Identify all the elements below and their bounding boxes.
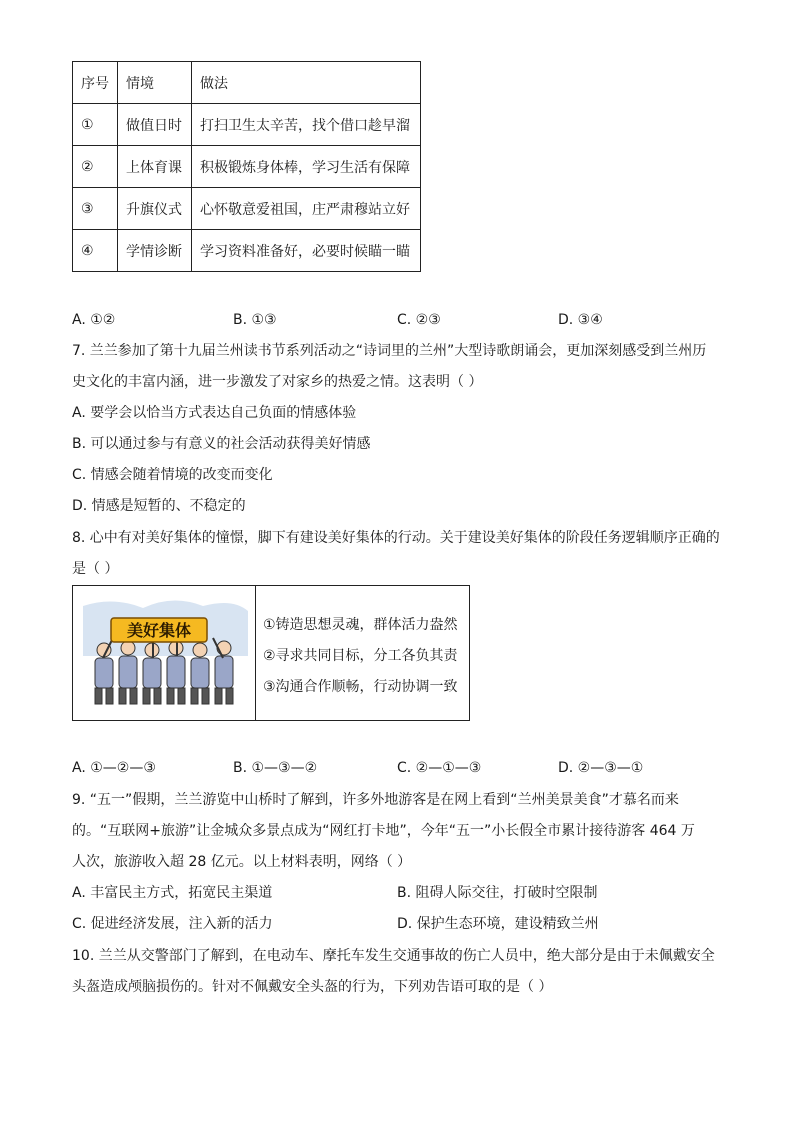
table-cell: ④	[73, 230, 118, 272]
table-cell: ①	[73, 104, 118, 146]
q9-option-a[interactable]: A. 丰富民主方式，拓宽民主渠道	[72, 885, 273, 901]
table-cell: ③	[73, 188, 118, 230]
q8-option-b[interactable]: B. ①—③—②	[233, 760, 318, 776]
table-cell: 积极锻炼身体棒，学习生活有保障	[192, 146, 421, 188]
q8-option-a[interactable]: A. ①—②—③	[72, 760, 156, 776]
table-cell: 升旗仪式	[118, 188, 192, 230]
table-cell: 学习资料准备好，必要时候瞄一瞄	[192, 230, 421, 272]
q9-option-b[interactable]: B. 阻碍人际交往，打破时空限制	[397, 885, 598, 901]
q8-task-item: ③沟通合作顺畅，行动协调一致	[263, 679, 458, 695]
sign-text: 美好集体	[126, 621, 192, 640]
q9-stem-line: 9. “五一”假期，兰兰游览中山桥时了解到，许多外地游客是在网上看到“兰州美景美食”才慕名而来	[72, 792, 679, 808]
q9-option-c[interactable]: C. 促进经济发展，注入新的活力	[72, 916, 273, 932]
q6-option-c[interactable]: C. ②③	[397, 312, 441, 328]
people-lifting-sign-illustration	[73, 586, 255, 720]
q8-stem-line: 是（ ）	[72, 561, 119, 577]
q8-stem-line: 8. 心中有对美好集体的憧憬，脚下有建设美好集体的行动。关于建设美好集体的阶段任务逻辑顺序正确的	[72, 530, 720, 546]
q8-task-item: ①铸造思想灵魂，群体活力盎然	[263, 617, 458, 633]
q7-option-c[interactable]: C. 情感会随着情境的改变而变化	[72, 467, 273, 483]
q7-option-b[interactable]: B. 可以通过参与有意义的社会活动获得美好情感	[72, 436, 371, 452]
table-cell: ②	[73, 146, 118, 188]
table-row	[73, 104, 421, 146]
table-row	[73, 188, 421, 230]
q7-option-a[interactable]: A. 要学会以恰当方式表达自己负面的情感体验	[72, 405, 357, 421]
q8-option-c[interactable]: C. ②—①—③	[397, 760, 482, 776]
table-cell: 学情诊断	[118, 230, 192, 272]
scenario-table	[72, 61, 421, 272]
teamwork-illustration	[73, 586, 256, 720]
table-cell: 心怀敬意爱祖国，庄严肃穆站立好	[192, 188, 421, 230]
table-row	[73, 230, 421, 272]
q6-option-a[interactable]: A. ①②	[72, 312, 116, 328]
q9-option-d[interactable]: D. 保护生态环境，建设精致兰州	[397, 916, 599, 932]
q6-option-b[interactable]: B. ①③	[233, 312, 277, 328]
q6-option-d[interactable]: D. ③④	[558, 312, 603, 328]
table-cell: 打扫卫生太辛苦，找个借口趁早溜	[192, 104, 421, 146]
q8-figure-box	[72, 585, 470, 721]
table-cell: 上体育课	[118, 146, 192, 188]
q9-stem-line: 人次，旅游收入超 28 亿元。以上材料表明，网络（ ）	[72, 854, 412, 870]
q7-stem-line: 7. 兰兰参加了第十九届兰州读书节系列活动之“诗词里的兰州”大型诗歌朗诵会，更加深刻感受到兰州历	[72, 343, 707, 359]
q7-stem-line: 史文化的丰富内涵，进一步激发了对家乡的热爱之情。这表明（ ）	[72, 374, 483, 390]
q8-option-d[interactable]: D. ②—③—①	[558, 760, 644, 776]
table-header-row	[73, 62, 421, 104]
q8-task-item: ②寻求共同目标，分工各负其责	[263, 648, 458, 664]
q10-stem-line: 10. 兰兰从交警部门了解到，在电动车、摩托车发生交通事故的伤亡人员中，绝大部分是由于未佩戴安全	[72, 948, 715, 964]
table-header-cell: 情境	[118, 62, 192, 104]
q8-task-list	[263, 610, 458, 703]
table-header-cell: 序号	[73, 62, 118, 104]
q7-option-d[interactable]: D. 情感是短暂的、不稳定的	[72, 498, 246, 514]
q10-stem-line: 头盔造成颅脑损伤的。针对不佩戴安全头盔的行为，下列劝告语可取的是（ ）	[72, 979, 553, 995]
table-row	[73, 146, 421, 188]
table-header-cell: 做法	[192, 62, 421, 104]
table-cell: 做值日时	[118, 104, 192, 146]
q9-stem-line: 的。“互联网+旅游”让金城众多景点成为“网红打卡地”，今年“五一”小长假全市累计接待游客 464 万	[72, 823, 695, 839]
